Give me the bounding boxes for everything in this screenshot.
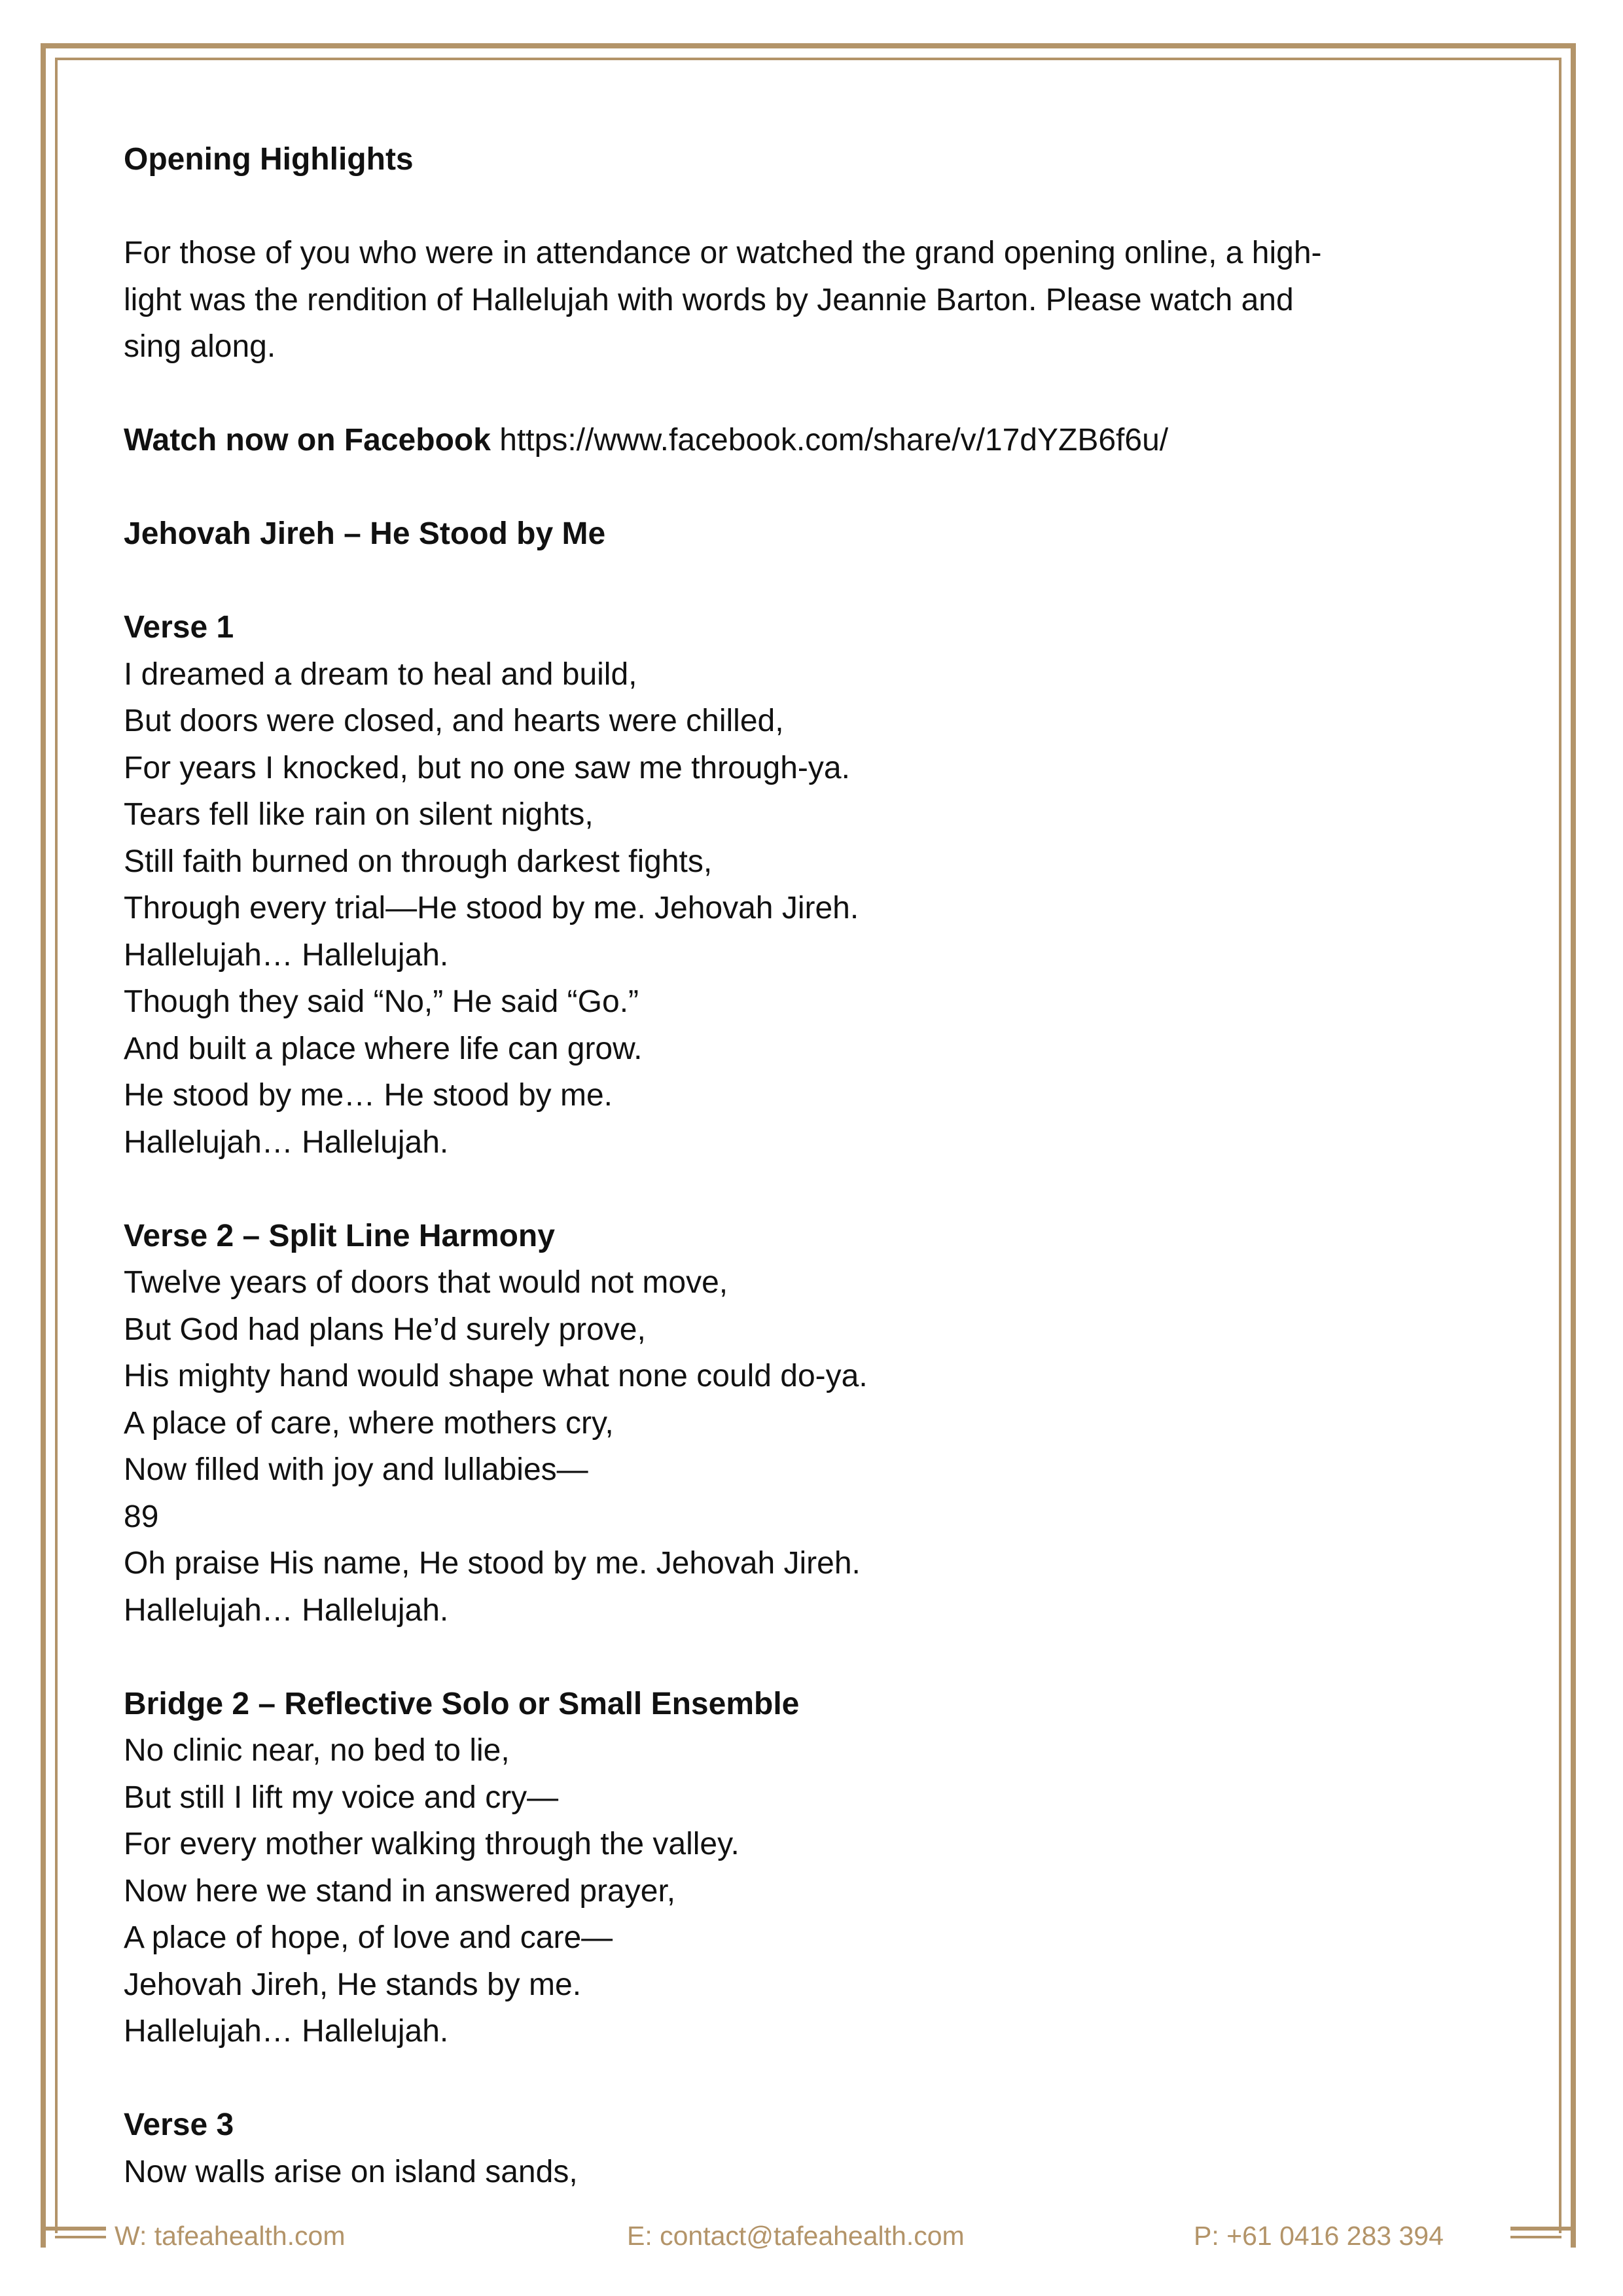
- section-title: Verse 3: [124, 2108, 234, 2142]
- lyric-line: 89: [124, 1499, 159, 1534]
- intro-line: light was the rendition of Hallelujah with words by Jeannie Barton. Please watch and: [124, 282, 1294, 317]
- lyric-line: I dreamed a dream to heal and build,: [124, 656, 637, 692]
- section-verse-2: [124, 1213, 1498, 1634]
- section-title: Verse 1: [124, 610, 234, 645]
- lyric-line: Hallelujah… Hallelujah.: [124, 937, 449, 973]
- document-body: [124, 136, 1498, 2195]
- lyric-line: No clinic near, no bed to lie,: [124, 1733, 510, 1768]
- lyric-line: Through every trial—He stood by me. Jehovah Jireh.: [124, 891, 859, 925]
- lyric-line: Hallelujah… Hallelujah.: [124, 2014, 449, 2049]
- footer-rule-left-inner: [55, 2236, 106, 2238]
- lyric-line: And built a place where life can grow.: [124, 1031, 643, 1066]
- section-title: Bridge 2 – Reflective Solo or Small Ensemble: [124, 1686, 800, 1721]
- footer-rule-right: [1510, 2227, 1576, 2231]
- facebook-link[interactable]: https://www.facebook.com/share/v/17dYZB6f6u/: [499, 423, 1169, 457]
- page-heading: Opening Highlights: [124, 142, 414, 177]
- lyric-line: Oh praise His name, He stood by me. Jehovah Jireh.: [124, 1546, 861, 1581]
- lyric-line: Hallelujah… Hallelujah.: [124, 1124, 449, 1160]
- footer-phone: P: +61 0416 283 394: [1194, 2221, 1444, 2251]
- watch-label: Watch now on Facebook: [124, 423, 491, 457]
- lyric-line: Jehovah Jireh, He stands by me.: [124, 1967, 582, 2002]
- lyric-line: Still faith burned on through darkest fights,: [124, 844, 713, 879]
- intro-line: For those of you who were in attendance or watched the grand opening online, a high-: [124, 236, 1322, 270]
- footer-rule-left: [41, 2227, 106, 2231]
- lyric-line: Now here we stand in answered prayer,: [124, 1873, 676, 1909]
- section-verse-1: [124, 604, 1498, 1166]
- lyric-line: For every mother walking through the valley.: [124, 1827, 740, 1861]
- footer-email[interactable]: E: contact@tafeahealth.com: [627, 2221, 965, 2251]
- lyric-line: A place of care, where mothers cry,: [124, 1405, 614, 1441]
- lyric-line: But doors were closed, and hearts were chilled,: [124, 704, 784, 738]
- lyric-line: But still I lift my voice and cry—: [124, 1780, 559, 1815]
- lyric-line: Now filled with joy and lullabies—: [124, 1452, 588, 1487]
- section-verse-3: [124, 2102, 1498, 2195]
- intro-paragraph: [124, 230, 1498, 370]
- lyric-line: Tears fell like rain on silent nights,: [124, 797, 594, 832]
- lyric-line: Twelve years of doors that would not move,: [124, 1265, 728, 1300]
- section-title: Verse 2 – Split Line Harmony: [124, 1218, 555, 1253]
- song-title: Jehovah Jireh – He Stood by Me: [124, 516, 606, 551]
- lyric-line: Hallelujah… Hallelujah.: [124, 1592, 449, 1628]
- lyric-line: Now walls arise on island sands,: [124, 2154, 578, 2189]
- lyric-line: A place of hope, of love and care—: [124, 1920, 613, 1955]
- lyric-line: He stood by me… He stood by me.: [124, 1078, 613, 1113]
- watch-line: [124, 417, 1498, 464]
- intro-line: sing along.: [124, 329, 276, 364]
- lyric-line: But God had plans He’d surely prove,: [124, 1312, 646, 1347]
- lyric-line: His mighty hand would shape what none could do-ya.: [124, 1359, 868, 1393]
- section-bridge-2: [124, 1681, 1498, 2055]
- footer-website[interactable]: W: tafeahealth.com: [115, 2221, 346, 2251]
- lyric-line: Though they said “No,” He said “Go.”: [124, 984, 639, 1019]
- footer-rule-right-inner: [1510, 2236, 1561, 2238]
- lyric-line: For years I knocked, but no one saw me through-ya.: [124, 750, 850, 785]
